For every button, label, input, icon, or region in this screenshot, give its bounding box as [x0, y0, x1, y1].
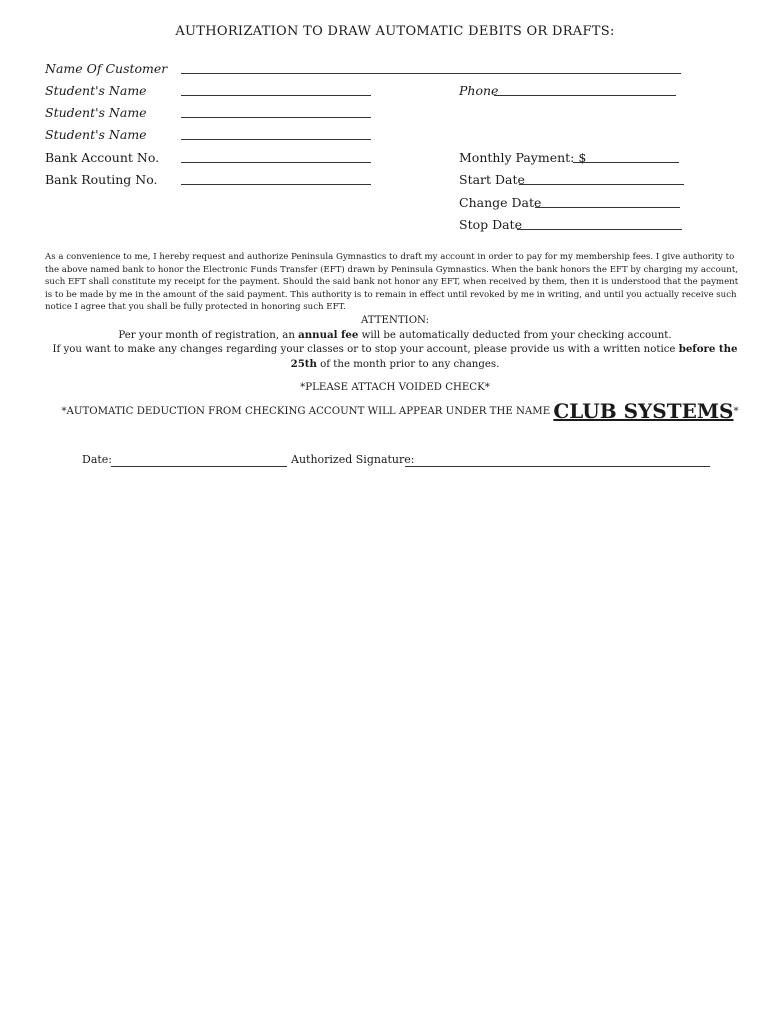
deduction-notice: [30, 400, 770, 423]
bank-routing-field[interactable]: [181, 184, 371, 185]
authorized-signature-label: Authorized Signature:: [291, 453, 415, 466]
student-name-1-label: Student's Name: [45, 83, 147, 98]
monthly-payment-field[interactable]: [573, 162, 679, 163]
attention-heading: ATTENTION:: [360, 315, 430, 326]
phone-field[interactable]: [494, 95, 676, 96]
stop-date-label: Stop Date: [459, 217, 522, 232]
annual-fee-text-post: will be automatically deducted from your checking account.: [358, 330, 672, 341]
change-date-label: Change Date: [459, 195, 542, 210]
authorization-paragraph: As a convenience to me, I hereby request and authorize Peninsula Gymnastics to draft my account in order to pay for my membership fees. I give authority to the above named bank to honor the Electronic Funds Transfer (EFT) drawn by Peninsula Gymnastics. When the bank honors the EFT by charging my account, such EFT shall constitute my receipt for the payment. Should the said bank not honor any EFT, when received by them, then it is understood that the payment is to be made by me in the amount of the said payment. This authority is to remain in effect until revoked by me in writing, and until you actually receive such notice I agree that you shall be fully protected in honoring such EFT.: [45, 252, 739, 313]
attach-check-notice: *PLEASE ATTACH VOIDED CHECK*: [300, 382, 490, 393]
annual-fee-notice: [45, 328, 745, 343]
club-systems-name: CLUB SYSTEMS: [553, 399, 734, 423]
change-notice-pre: If you want to make any changes regarding your classes or to stop your account, please provide us with a written notice: [52, 344, 679, 355]
student-name-3-label: Student's Name: [45, 127, 147, 142]
deduction-notice-text: *AUTOMATIC DEDUCTION FROM CHECKING ACCOUNT WILL APPEAR UNDER THE NAME: [61, 406, 554, 417]
bank-account-label: Bank Account No.: [45, 150, 160, 165]
name-of-customer-field[interactable]: [181, 73, 681, 74]
change-notice-post: of the month prior to any changes.: [316, 359, 500, 370]
change-notice: [50, 342, 740, 372]
stop-date-field[interactable]: [517, 229, 682, 230]
annual-fee-text-pre: Per your month of registration, an: [118, 330, 299, 341]
monthly-payment-label: Monthly Payment: $: [459, 150, 587, 165]
change-date-field[interactable]: [535, 207, 680, 208]
change-notice-emphasis: before the 25th: [290, 343, 738, 370]
start-date-label: Start Date: [459, 172, 525, 187]
annual-fee-emphasis: annual fee: [298, 329, 359, 341]
start-date-field[interactable]: [519, 184, 684, 185]
student-name-2-field[interactable]: [181, 117, 371, 118]
student-name-1-field[interactable]: [181, 95, 371, 96]
name-of-customer-label: Name Of Customer: [45, 61, 168, 76]
student-name-2-label: Student's Name: [45, 105, 147, 120]
bank-routing-label: Bank Routing No.: [45, 172, 158, 187]
phone-label: Phone: [459, 83, 499, 98]
authorized-signature-field[interactable]: [405, 466, 710, 467]
bank-account-field[interactable]: [181, 162, 371, 163]
date-label: Date:: [82, 453, 113, 466]
date-field[interactable]: [111, 466, 287, 467]
student-name-3-field[interactable]: [181, 139, 371, 140]
club-suffix: *: [733, 406, 739, 417]
form-title: AUTHORIZATION TO DRAW AUTOMATIC DEBITS OR DRAFTS:: [175, 24, 615, 39]
